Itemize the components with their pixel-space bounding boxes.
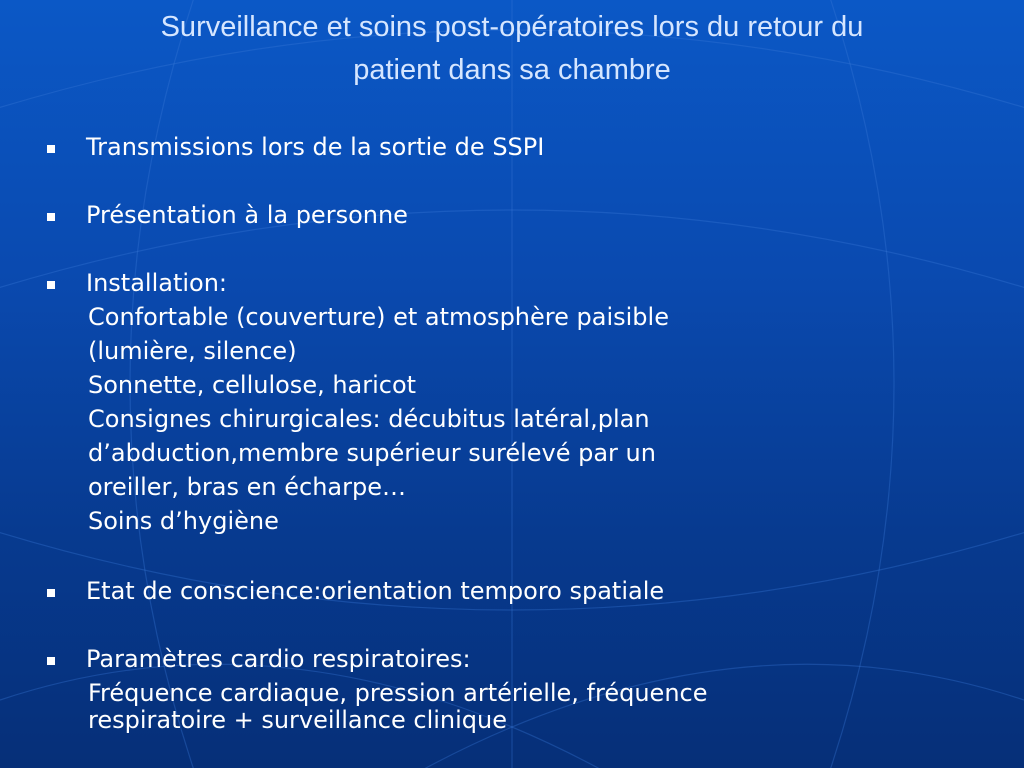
sub-line: oreiller, bras en écharpe… — [88, 473, 406, 501]
bullet-item — [0, 266, 1024, 300]
sub-line: Consignes chirurgicales: décubitus latéral,plan — [88, 405, 650, 433]
square-bullet-icon — [47, 589, 55, 597]
sub-line: d’abduction,membre supérieur surélevé par un — [88, 439, 656, 467]
sub-line: Fréquence cardiaque, pression artérielle, fréquence — [88, 679, 708, 707]
sub-line: respiratoire + surveillance clinique — [88, 706, 508, 734]
sub-line: Confortable (couverture) et atmosphère paisible — [88, 303, 669, 331]
bullet-text: Installation: — [86, 269, 228, 297]
bullet-item — [0, 198, 1024, 232]
sub-line: Sonnette, cellulose, haricot — [88, 371, 417, 399]
bullet-text: Présentation à la personne — [86, 201, 408, 229]
sub-line: (lumière, silence) — [88, 337, 297, 365]
bullet-text: Paramètres cardio respiratoires: — [86, 645, 471, 673]
square-bullet-icon — [47, 281, 55, 289]
sub-line: Soins d’hygiène — [88, 507, 279, 535]
square-bullet-icon — [47, 145, 55, 153]
bullet-item — [0, 574, 1024, 608]
slide-title — [60, 6, 964, 92]
bullet-text: Transmissions lors de la sortie de SSPI — [86, 133, 545, 161]
bullet-item — [0, 130, 1024, 164]
slide-title-line-2: patient dans sa chambre — [353, 54, 671, 86]
slide-title-line-1: Surveillance et soins post-opératoires lors du retour du — [160, 11, 864, 43]
square-bullet-icon — [47, 213, 55, 221]
bullet-item — [0, 642, 1024, 676]
bullet-text: Etat de conscience:orientation temporo spatiale — [86, 577, 665, 605]
square-bullet-icon — [47, 657, 55, 665]
